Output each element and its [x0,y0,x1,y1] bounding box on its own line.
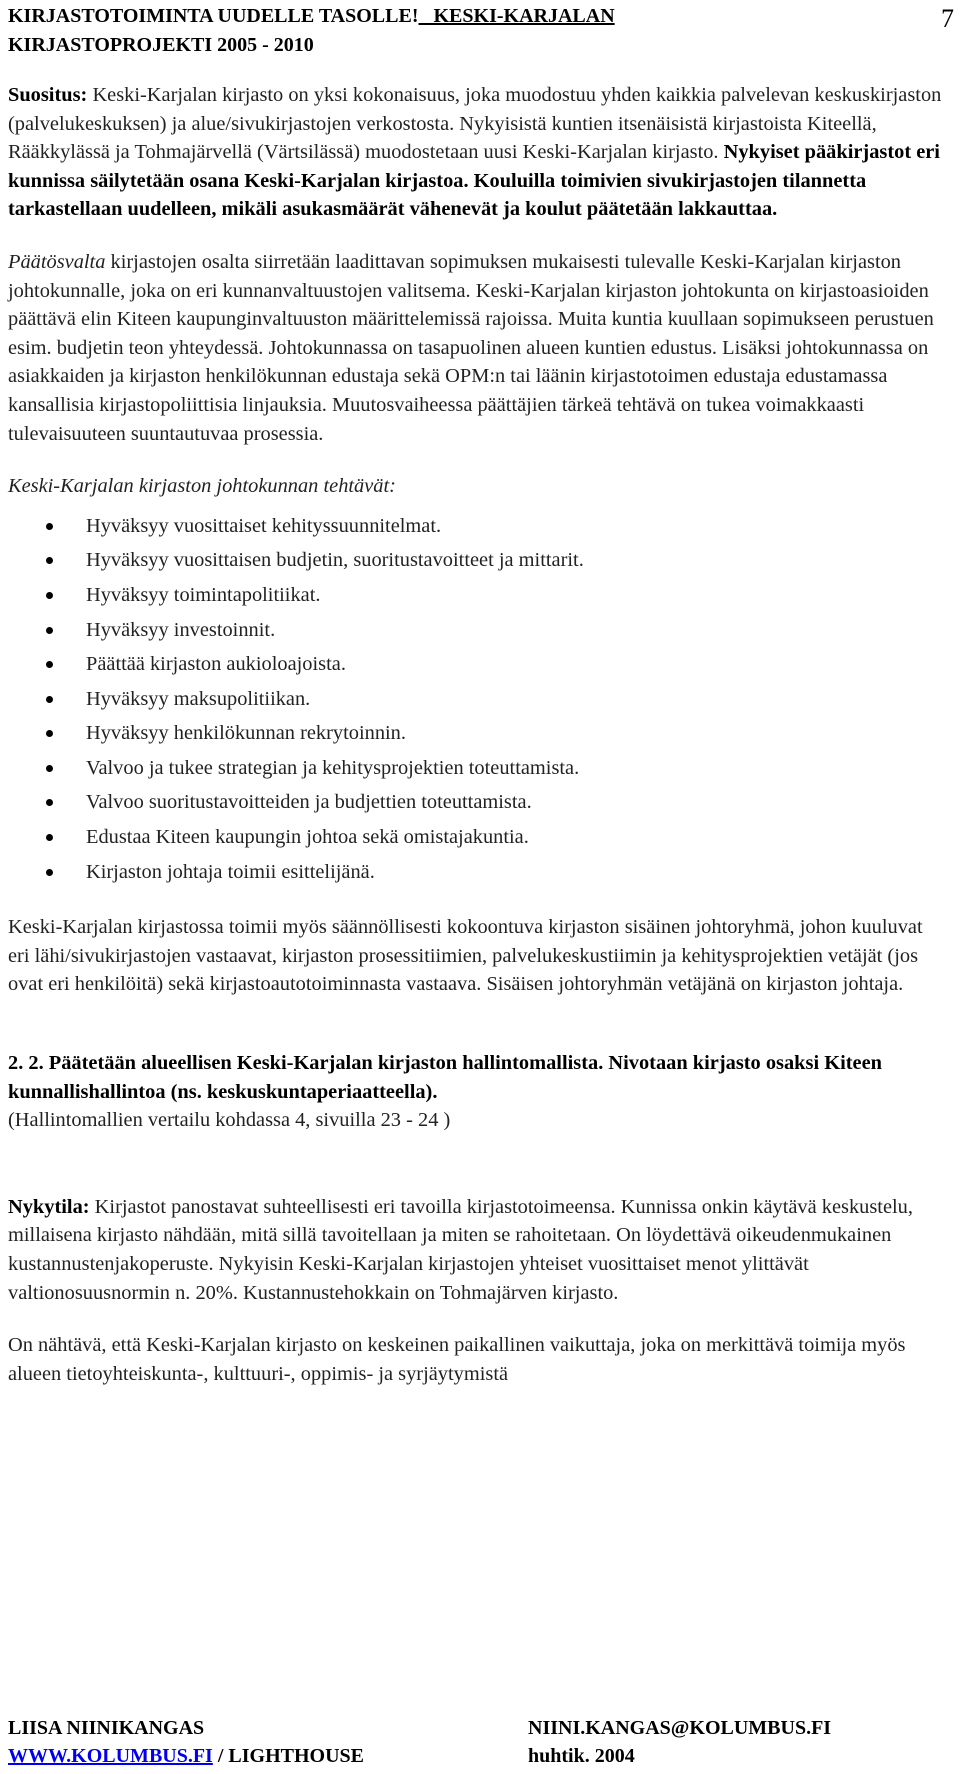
bullet-icon [46,765,53,772]
list-item-text: Valvoo ja tukee strategian ja kehitysprojektien toteuttamista. [86,756,580,779]
list-item [8,647,944,682]
footer-date: huhtik. 2004 [528,1745,635,1767]
suositus-bold-text: Nykyiset pääkirjastot eri kunnissa säilytetään osana Keski-Karjalan kirjastoa. Kouluilla toimivien sivukirjastojen tilannetta tarkastellaan uudelleen, mikäli asukasmäärät vähenevät ja koulut päätetään lakkauttaa. [8,141,940,221]
bullet-icon [46,696,53,703]
list-item [8,716,944,751]
nykytila-text: Kirjastot panostavat suhteellisesti eri tavoilla kirjastotoimeensa. Kunnissa onkin käytävä keskustelu, millaisena kirjasto nähdään, mitä sillä tavoitellaan ja miten se rahoitetaan. On löydettävä oikeudenmukainen kustannustenjakoperuste. Nykyisin Keski-Karjalan kirjastojen yhteiset vuosittaiset menot ylittävät valtionosuusnormin n. 20%. Kustannustehokkain on Tohmajärven kirjasto. [8,1195,913,1304]
paatosvalta-label: Päätösvalta [8,250,106,273]
bullet-icon [46,627,53,634]
footer-website-suffix: / LIGHTHOUSE [212,1745,364,1767]
list-item [8,509,944,544]
bullet-icon [46,869,53,876]
list-item-text: Hyväksyy vuosittaisen budjetin, suoritustavoitteet ja mittarit. [86,549,584,572]
list-item-text: Hyväksyy investoinnit. [86,618,276,641]
list-item [8,613,944,648]
page-footer [8,1714,952,1770]
nykytila-label: Nykytila: [8,1195,90,1218]
bullet-icon [46,799,53,806]
list-item-text: Hyväksyy toimintapolitiikat. [86,583,321,606]
page-number: 7 [941,4,954,33]
header-separator [419,5,434,27]
header-title-part1: KIRJASTOTOIMINTA UUDELLE TASOLLE! [8,5,419,27]
list-item [8,785,944,820]
bullet-icon [46,834,53,841]
bullet-icon [46,730,53,737]
paatosvalta-text: kirjastojen osalta siirretään laadittavan sopimuksen mukaisesti tulevalle Keski-Karjalan kirjaston johtokunnalle, joka on eri kunnanvaltuustojen valitsema. Keski-Karjalan kirjaston johtokunta on kirjastoasioiden päättävä elin Kiteen kaupunginvaltuuston määrittelemissä rajoissa. Muita kuntia kuullaan sopimukseen perustuen esim. budjetin teon yhteydessä. Johtokunnassa on tasapuolinen alueen kuntien edustus. Lisäksi johtokunnassa on asiakkaiden ja kirjaston henkilökunnan edustaja sekä OPM:n tai läänin kirjastotoimen edustaja edustamassa kansallisia kirjastopoliittisia linjauksia. Muutosvaiheessa päättäjien tärkeä tehtävä on tukea voimakkaasti tulevaisuuteen suuntautuvaa prosessia. [8,250,934,445]
list-item-text: Valvoo suoritustavoitteiden ja budjettien toteuttamista. [86,791,532,814]
nykytila-paragraph [8,1193,944,1307]
section-2-2-heading: 2. 2. Päätetään alueellisen Keski-Karjalan kirjaston hallintomallista. Nivotaan kirjasto osaksi Kiteen kunnallishallintoa (ns. keskuskuntaperiaatteella). [8,1052,882,1103]
section-2-2-note: (Hallintomallien vertailu kohdassa 4, sivuilla 23 - 24 ) [8,1109,451,1132]
closing-paragraph: On nähtävä, että Keski-Karjalan kirjasto on keskeinen paikallinen vaikuttaja, joka on merkittävä toimija myös alueen tietoyhteiskunta-, kulttuuri-, oppimis- ja syrjäytymistä [8,1334,906,1385]
header-title-part2: KESKI-KARJALAN [433,5,615,27]
johtoryhma-paragraph: Keski-Karjalan kirjastossa toimii myös säännöllisesti kokoontuva kirjaston sisäinen johtoryhmä, johon kuuluvat eri lähi/sivukirjastojen vastaavat, kirjaston prosessitiimien, palvelukeskustiimin ja kehitysprojektien vetäjät (jos ovat eri henkilöitä) sekä kirjastoautotoiminnasta vastaava. Sisäisen johtoryhmän vetäjänä on kirjaston johtaja. [8,916,923,996]
list-item [8,820,944,855]
list-item-text: Kirjaston johtaja toimii esittelijänä. [86,860,375,883]
list-item [8,682,944,717]
list-item-text: Hyväksyy vuosittaiset kehityssuunnitelmat. [86,514,442,537]
bullet-icon [46,557,53,564]
list-item-text: Päättää kirjaston aukioloajoista. [86,653,346,676]
footer-author: LIISA NIINIKANGAS [8,1717,205,1739]
footer-website-link[interactable]: WWW.KOLUMBUS.FI [8,1745,213,1767]
list-item [8,543,944,578]
page-header [8,2,868,60]
footer-email: NIINI.KANGAS@KOLUMBUS.FI [528,1717,832,1739]
paatosvalta-paragraph [8,248,944,448]
list-item [8,855,944,890]
suositus-label: Suositus: [8,84,88,106]
list-item [8,751,944,786]
header-title-line2: KIRJASTOPROJEKTI 2005 - 2010 [8,34,314,56]
list-item [8,578,944,613]
list-item-text: Hyväksyy henkilökunnan rekrytoinnin. [86,722,406,745]
bullet-icon [46,592,53,599]
tehtavat-heading: Keski-Karjalan kirjaston johtokunnan tehtävät: [8,475,396,498]
list-item-text: Hyväksyy maksupolitiikan. [86,687,311,710]
bullet-icon [46,523,53,530]
bullet-icon [46,661,53,668]
tehtavat-list [8,509,944,890]
document-body [8,81,944,1388]
list-item-text: Edustaa Kiteen kaupungin johtoa sekä omistajakuntia. [86,826,529,849]
suositus-text: Keski-Karjalan kirjasto on yksi kokonaisuus, joka muodostuu yhden kaikkia palvelevan keskuskirjaston (palvelukeskuksen) ja alue/sivukirjastojen verkostosta. Nykyisistä kuntien itsenäisistä kirjastoista Kiteellä, Rääkkylässä ja Tohmajärvellä (Värtsilässä) muodostetaan uusi Keski-Karjalan kirjasto. [8,84,942,164]
suositus-paragraph [8,81,944,224]
